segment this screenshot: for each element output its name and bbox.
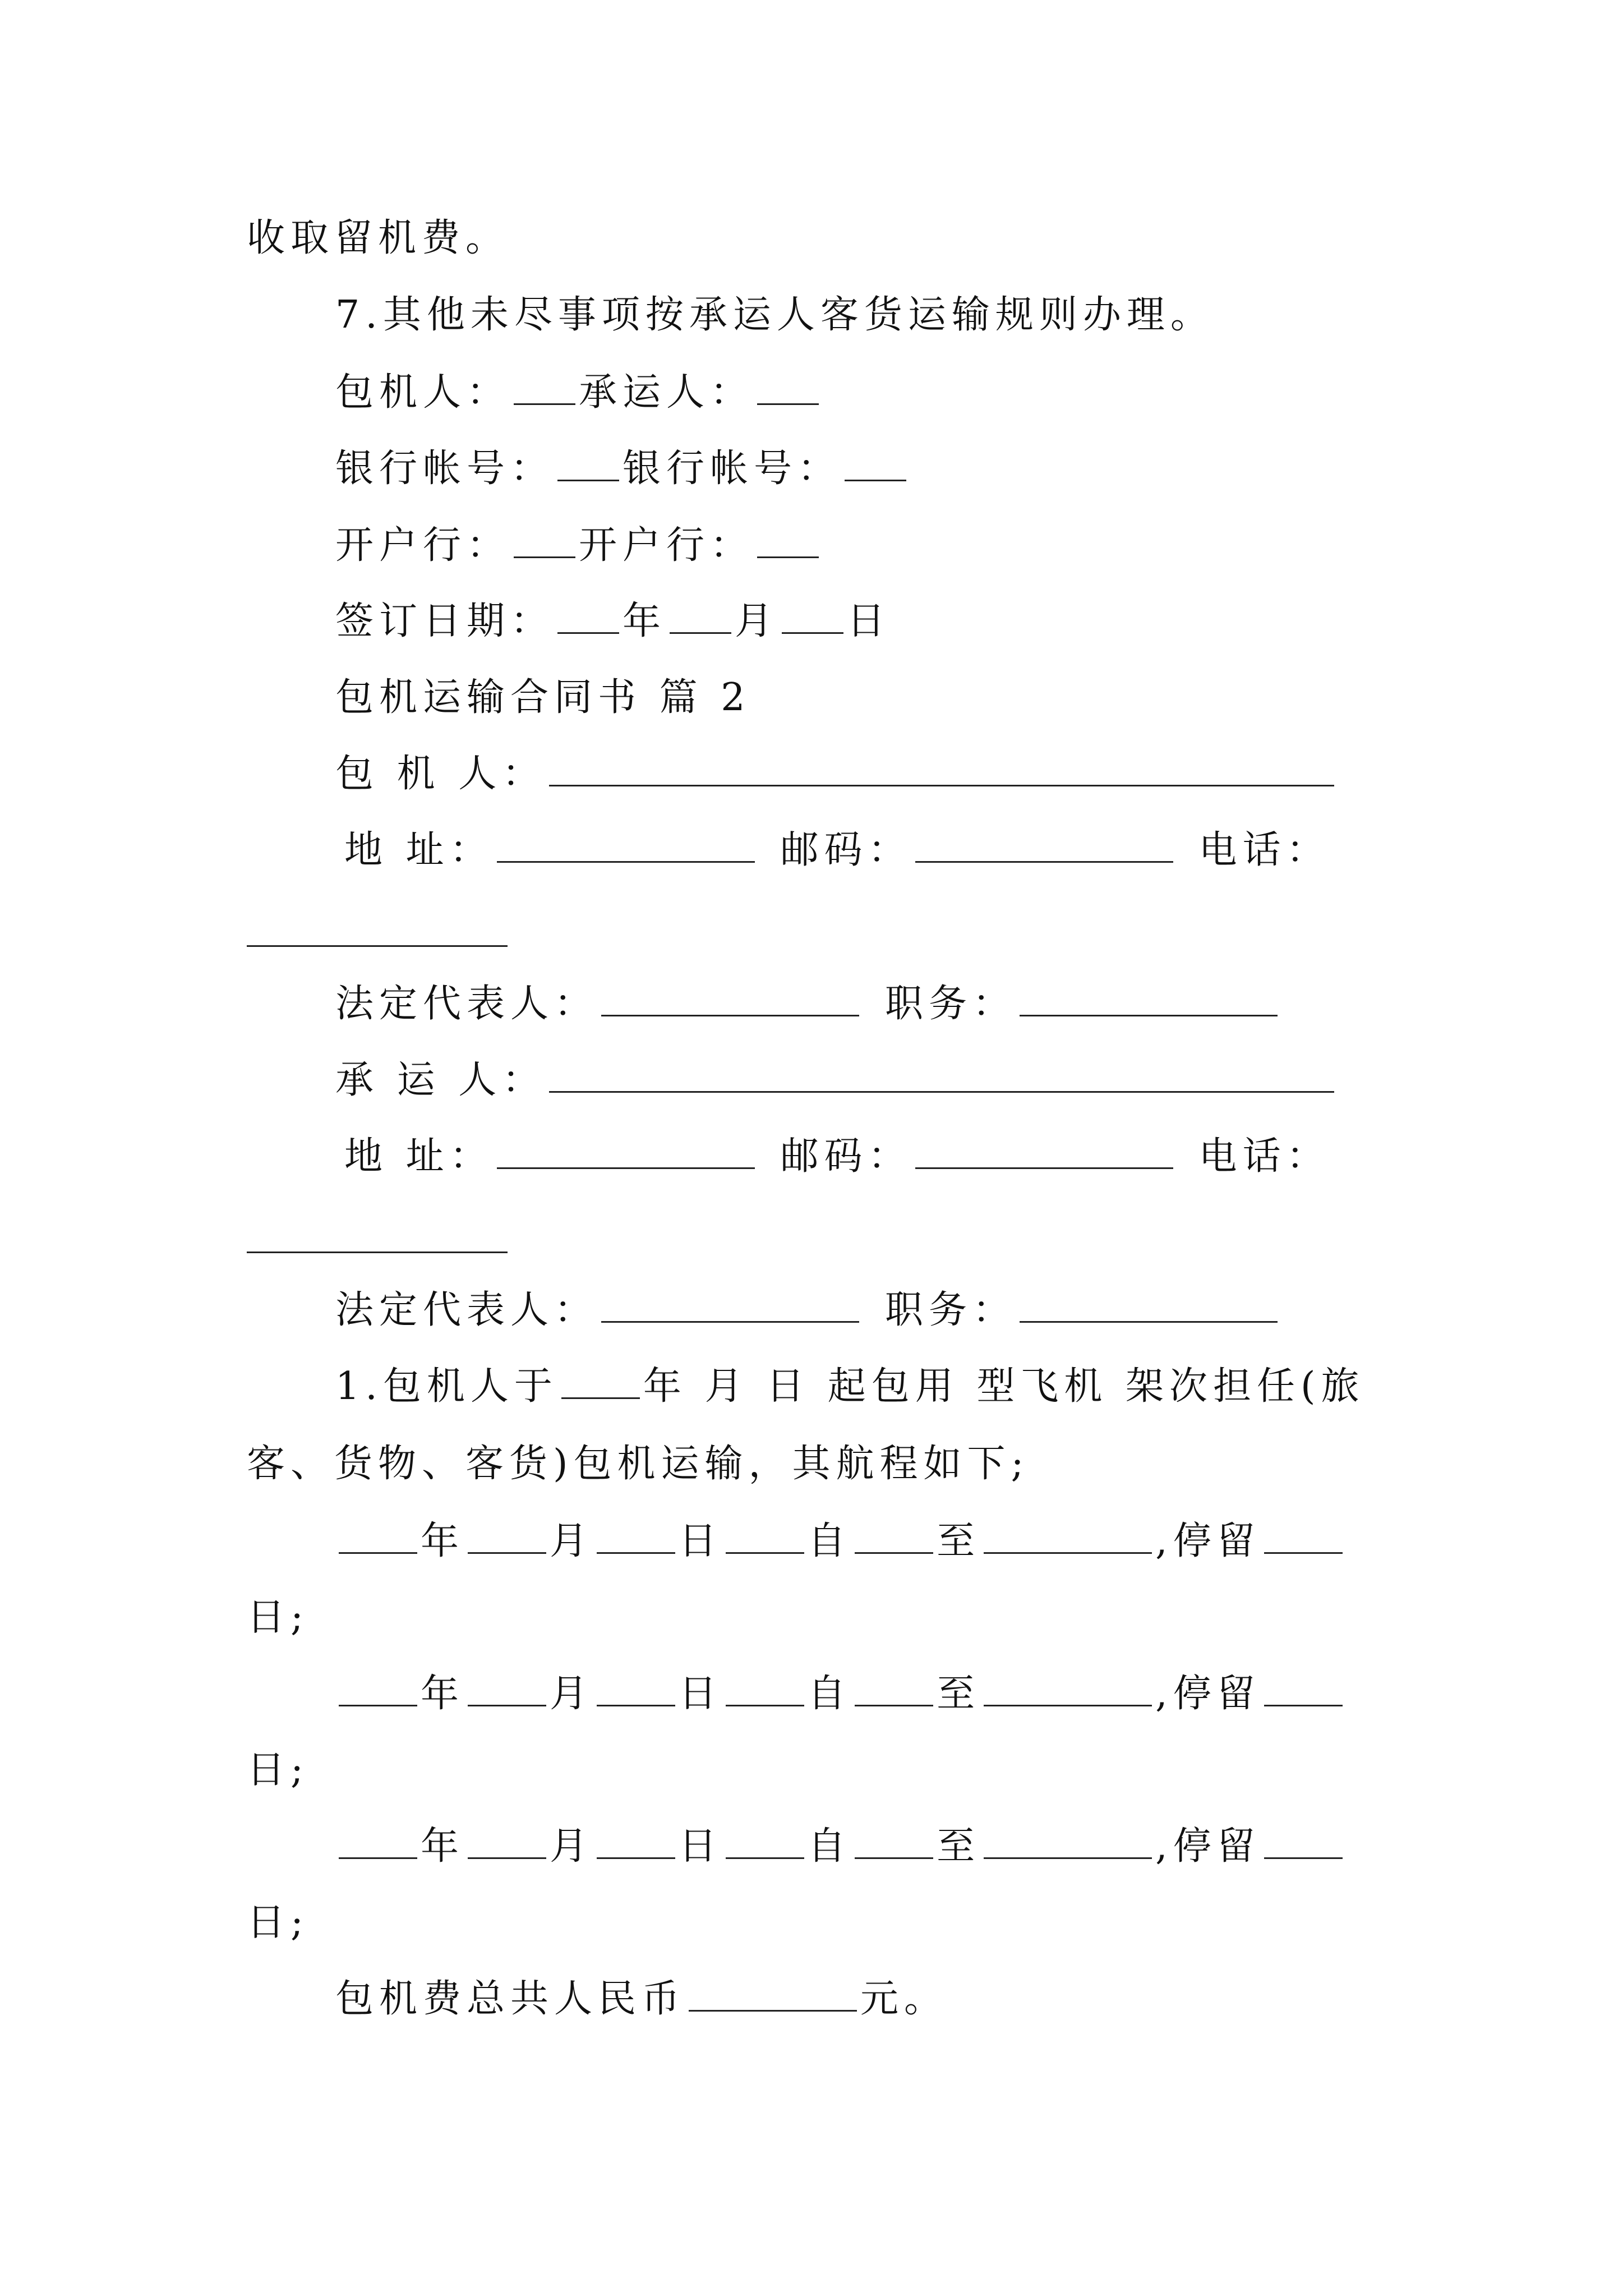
itinerary-days-end: 日; — [247, 1595, 309, 1640]
itin-month: 月 — [550, 1672, 594, 1716]
itin-from-blank[interactable] — [726, 1825, 804, 1859]
itin-to-blank[interactable] — [855, 1672, 933, 1706]
party-b-position-label: 职务： — [885, 1288, 1017, 1332]
itin-stay-blank[interactable] — [1264, 1520, 1343, 1554]
itin-from-blank[interactable] — [726, 1672, 804, 1706]
itin-dest-blank[interactable] — [984, 1825, 1152, 1859]
itin-stay: ,停留 — [1155, 1672, 1261, 1716]
party-a-name-row — [335, 752, 1338, 797]
section-title: 包机运输合同书 篇 2 — [335, 675, 751, 720]
fee-prefix: 包机费总共人民币 — [335, 1977, 686, 2021]
itin-to: 至 — [937, 1519, 981, 1563]
party-a-position-label: 职务： — [885, 982, 1017, 1026]
itin-year-blank[interactable] — [339, 1672, 417, 1706]
itinerary-row — [335, 1519, 1346, 1564]
day-blank[interactable] — [782, 600, 843, 634]
clause-7: 7.其他未尽事项按承运人客货运输规则办理。 — [335, 293, 1214, 337]
itin-from: 自 — [808, 1824, 852, 1869]
party-b-address-blank[interactable] — [497, 1135, 755, 1169]
clause-1-line-2: 客、货物、客货)包机运输，其航程如下; — [247, 1442, 1030, 1486]
itin-day: 日 — [679, 1519, 723, 1563]
party-b-address-label: 地 址： — [344, 1134, 494, 1179]
itin-year: 年 — [421, 1672, 465, 1716]
itin-month: 月 — [550, 1824, 594, 1869]
party-b-phone-blank[interactable] — [247, 1251, 508, 1253]
fee-amount-blank[interactable] — [689, 1977, 857, 2012]
bank-account-blank[interactable] — [557, 447, 619, 481]
bank-account-label: 银行帐号： — [335, 447, 555, 491]
itin-day-blank[interactable] — [597, 1825, 675, 1859]
party-a-address-blank[interactable] — [497, 829, 755, 863]
itin-dest-blank[interactable] — [984, 1672, 1152, 1706]
party-b-name-blank[interactable] — [549, 1059, 1334, 1093]
fee-row — [335, 1977, 948, 2022]
clause-1-text-b: 年 月 日 起包用 型飞机 架次担任(旅 — [643, 1364, 1365, 1409]
itin-stay-blank[interactable] — [1264, 1825, 1343, 1859]
itin-day: 日 — [679, 1824, 723, 1869]
carrier-label: 承运人： — [579, 370, 754, 415]
party-a-rep-blank[interactable] — [601, 982, 859, 1016]
party-a-position-blank[interactable] — [1020, 982, 1278, 1016]
itinerary-row — [335, 1824, 1346, 1869]
opening-bank-blank-2[interactable] — [757, 524, 819, 558]
opening-bank-label-2: 开户行： — [579, 523, 754, 568]
itin-day: 日 — [679, 1672, 723, 1716]
party-b-rep-label: 法定代表人： — [335, 1288, 598, 1332]
party-b-rep-row — [335, 1288, 1281, 1333]
itin-to-blank[interactable] — [855, 1520, 933, 1554]
party-b-rep-blank[interactable] — [601, 1289, 859, 1323]
party-b-position-blank[interactable] — [1020, 1289, 1278, 1323]
itin-to: 至 — [937, 1824, 981, 1869]
itin-year: 年 — [421, 1519, 465, 1563]
charterer-blank[interactable] — [514, 371, 575, 405]
party-a-name-blank[interactable] — [549, 752, 1334, 786]
party-a-rep-row — [335, 982, 1281, 1027]
sign-date-row — [335, 599, 891, 644]
party-b-name-row — [335, 1058, 1338, 1103]
itin-to-blank[interactable] — [855, 1825, 933, 1859]
party-a-postcode-label: 邮码： — [780, 828, 912, 872]
party-a-address-label: 地 址： — [344, 828, 494, 872]
party-a-rep-label: 法定代表人： — [335, 982, 598, 1026]
year-text: 年 — [623, 599, 667, 643]
paragraph-text: 收取留机费。 — [247, 216, 510, 260]
opening-bank-row — [335, 523, 822, 568]
clause-1-text-a: 1.包机人于 — [335, 1364, 558, 1409]
party-b-name-label: 承 运 人： — [335, 1058, 546, 1102]
itinerary-days-end: 日; — [247, 1748, 309, 1792]
itin-stay: ,停留 — [1155, 1824, 1261, 1869]
itin-year-blank[interactable] — [339, 1520, 417, 1554]
itin-from-blank[interactable] — [726, 1520, 804, 1554]
party-a-phone-blank[interactable] — [247, 945, 508, 947]
party-b-phone-label: 电话： — [1198, 1134, 1330, 1179]
itinerary-row — [335, 1672, 1346, 1717]
opening-bank-blank[interactable] — [514, 524, 575, 558]
clause-1-year-blank[interactable] — [561, 1365, 640, 1399]
party-a-phone-label: 电话： — [1198, 828, 1330, 872]
itin-day-blank[interactable] — [597, 1672, 675, 1706]
itin-stay-blank[interactable] — [1264, 1672, 1343, 1706]
itin-from: 自 — [808, 1519, 852, 1563]
itin-month: 月 — [550, 1519, 594, 1563]
itin-to: 至 — [937, 1672, 981, 1716]
itin-dest-blank[interactable] — [984, 1520, 1152, 1554]
itin-month-blank[interactable] — [468, 1825, 546, 1859]
itin-month-blank[interactable] — [468, 1520, 546, 1554]
bank-account-blank-2[interactable] — [845, 447, 906, 481]
month-text: 月 — [735, 599, 779, 643]
charterer-label: 包机人： — [335, 370, 511, 415]
bank-account-label-2: 银行帐号： — [623, 447, 842, 491]
itin-month-blank[interactable] — [468, 1672, 546, 1706]
fee-suffix: 元。 — [860, 1977, 948, 2021]
party-a-contact-row — [344, 828, 1330, 873]
party-b-contact-row — [344, 1134, 1330, 1179]
itin-stay: ,停留 — [1155, 1519, 1261, 1563]
day-text: 日 — [847, 599, 891, 643]
clause-1-line-1 — [335, 1364, 1365, 1409]
sign-date-label: 签订日期： — [335, 599, 555, 643]
itin-from: 自 — [808, 1672, 852, 1716]
party-a-postcode-blank[interactable] — [915, 829, 1173, 863]
carrier-blank[interactable] — [757, 371, 819, 405]
signature-parties — [335, 370, 822, 415]
bank-account-row — [335, 447, 910, 491]
itin-year: 年 — [421, 1824, 465, 1869]
party-b-postcode-label: 邮码： — [780, 1134, 912, 1179]
party-a-name-label: 包 机 人： — [335, 752, 546, 796]
month-blank[interactable] — [670, 600, 731, 634]
year-blank[interactable] — [557, 600, 619, 634]
itinerary-days-end: 日; — [247, 1901, 309, 1945]
opening-bank-label: 开户行： — [335, 523, 511, 568]
party-b-postcode-blank[interactable] — [915, 1135, 1173, 1169]
itin-year-blank[interactable] — [339, 1825, 417, 1859]
itin-day-blank[interactable] — [597, 1520, 675, 1554]
